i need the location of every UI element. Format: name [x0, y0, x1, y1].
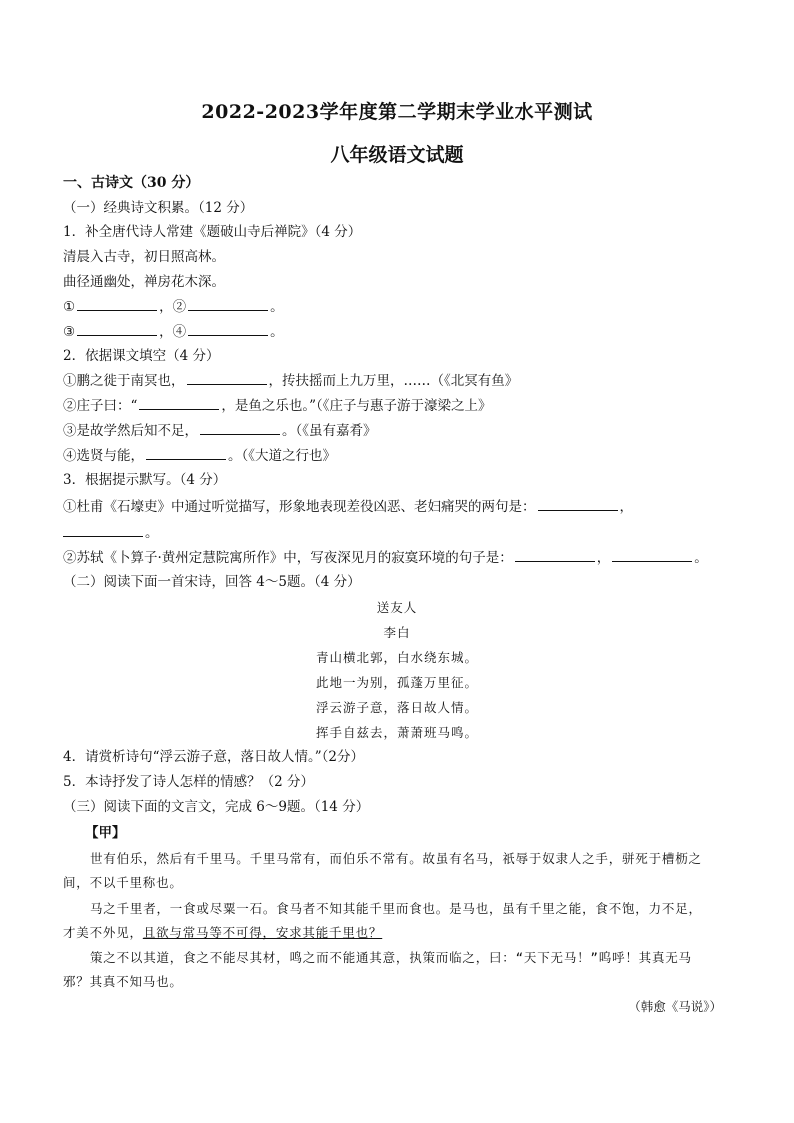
answer-blank[interactable]	[200, 421, 280, 435]
question-3: 3．根据提示默写。（4 分）	[63, 472, 227, 488]
answer-blank[interactable]	[139, 396, 219, 410]
prompt-text: 。（《虽有嘉肴》	[282, 423, 377, 439]
passage-line: 马之千里者，一食或尽粟一石。食马者不知其能千里而食也。是马也，虽有千里之能，食不饱，力不足，	[90, 901, 702, 916]
answer-blank[interactable]	[538, 497, 618, 511]
section-heading: 一、古诗文（30 分）	[63, 175, 200, 191]
prompt-text: ，抟扶摇而上九万里，……（《北冥有鱼》	[268, 373, 519, 389]
punct: 。	[145, 525, 159, 541]
passage-text: 才美不外见，	[63, 925, 143, 940]
marker: ③	[63, 324, 76, 340]
punct: 。	[270, 324, 284, 340]
poem-author: 李白	[383, 625, 411, 640]
passage-line: 邪？其真不知马也。	[63, 974, 183, 989]
fill-blank-row	[63, 497, 633, 517]
fill-blank-row	[63, 371, 518, 391]
underlined-sentence: 且欲与常马等不可得，安求其能千里也？	[142, 925, 383, 940]
answer-blank[interactable]	[188, 297, 268, 311]
punct: 。	[270, 299, 284, 315]
fill-blank-row	[63, 421, 377, 441]
poem-line: 曲径通幽处，禅房花木深。	[63, 274, 225, 290]
poem-line: 此地一为别，孤蓬万里征。	[315, 675, 478, 690]
marker: ①	[63, 299, 76, 315]
prompt-text: ，是鱼之乐也。”（《庄子与惠子游于濠梁之上》	[221, 398, 492, 414]
punct: ，	[619, 499, 633, 515]
prompt-text: ④选贤与能，	[63, 448, 144, 464]
part-heading: （二）阅读下面一首宋诗，回答 4～5题。（4 分）	[63, 574, 361, 590]
fill-blank-row	[63, 523, 159, 543]
prompt-text: ②庄子曰：“	[63, 398, 138, 414]
punct: ，	[596, 550, 611, 566]
poem-title: 送友人	[376, 600, 418, 615]
question-2: 2．依据课文填空（4 分）	[63, 348, 220, 364]
fill-blank-row	[63, 548, 708, 568]
poem-line: 青山横北郭，白水绕东城。	[315, 650, 478, 665]
prompt-text: ①鹏之徙于南冥也，	[63, 373, 185, 389]
answer-blank[interactable]	[77, 297, 157, 311]
answer-blank[interactable]	[63, 523, 143, 537]
question-5: 5．本诗抒发了诗人怎样的情感？（2 分）	[63, 774, 314, 790]
passage-line: 策之不以其道，食之不能尽其材，鸣之而不能通其意，执策而临之，曰：“天下无马！”呜呼！其真无马	[90, 950, 692, 965]
marker: ，②	[159, 299, 187, 315]
passage-label: 【甲】	[85, 825, 126, 841]
prompt-text: ③是故学然后知不足，	[63, 423, 198, 439]
passage-source: （韩愈《马说》）	[628, 999, 722, 1014]
prompt-text: ②苏轼《卜算子·黄州定慧院寓所作》中，写夜深见月的寂寞环境的句子是：	[63, 550, 513, 566]
answer-blank[interactable]	[612, 548, 692, 562]
marker: ，④	[159, 324, 187, 340]
answer-blank[interactable]	[146, 446, 226, 460]
exam-title: 2022-2023学年度第二学期末学业水平测试	[201, 101, 593, 123]
answer-blank[interactable]	[77, 322, 157, 336]
poem-line: 挥手自兹去，萧萧班马鸣。	[315, 725, 478, 740]
passage-line	[63, 923, 739, 943]
fill-blank-row	[63, 322, 284, 342]
question-1: 1．补全唐代诗人常建《题破山寺后禅院》（4 分）	[63, 224, 362, 240]
question-4: 4．请赏析诗句“浮云游子意，落日故人情。”（2分）	[63, 749, 364, 765]
poem-line: 清晨入古寺，初日照高林。	[63, 249, 225, 265]
prompt-text: 。（《大道之行也》	[228, 448, 336, 464]
prompt-text: ①杜甫《石壕吏》中通过听觉描写，形象地表现差役凶恶、老妇痛哭的两句是：	[63, 499, 536, 515]
fill-blank-row	[63, 446, 336, 466]
part-heading: （一）经典诗文积累。（12 分）	[63, 200, 254, 216]
part-heading: （三）阅读下面的文言文，完成 6～9题。（14 分）	[63, 799, 370, 815]
answer-blank[interactable]	[187, 371, 267, 385]
fill-blank-row	[63, 297, 284, 317]
answer-blank[interactable]	[188, 322, 268, 336]
fill-blank-row	[63, 396, 492, 416]
poem-line: 浮云游子意，落日故人情。	[315, 700, 478, 715]
passage-line: 间，不以千里称也。	[63, 875, 183, 890]
exam-subtitle: 八年级语文试题	[330, 144, 464, 166]
answer-blank[interactable]	[515, 548, 595, 562]
passage-line: 世有伯乐，然后有千里马。千里马常有，而伯乐不常有。故虽有名马，祇辱于奴隶人之手，骈死于槽枥之	[90, 851, 702, 866]
punct: 。	[694, 550, 708, 566]
